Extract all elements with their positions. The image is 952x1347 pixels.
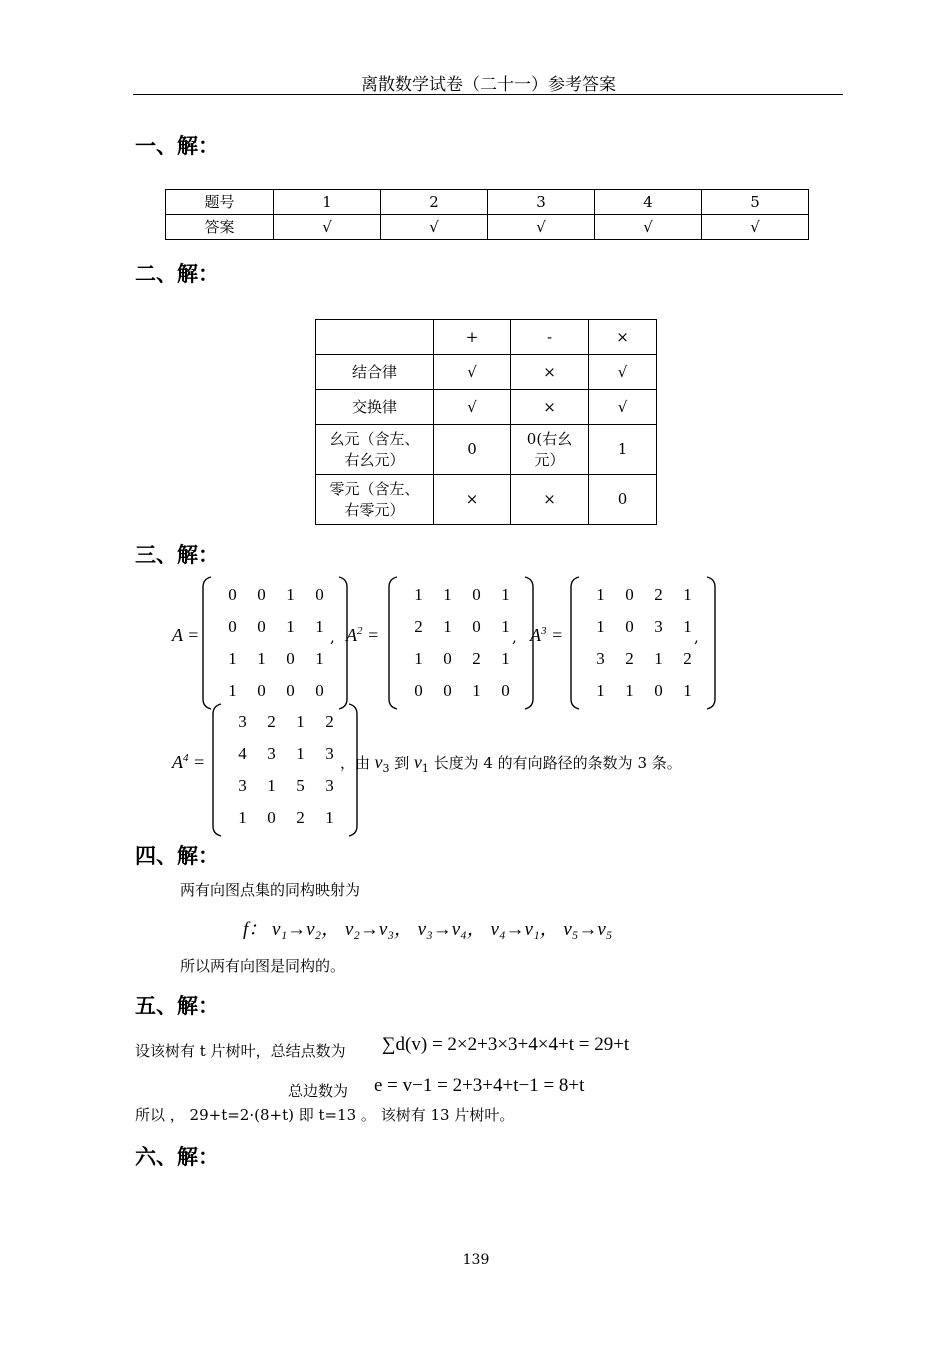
matrix-entry: 2 bbox=[654, 585, 663, 604]
matrix-entry: 3 bbox=[238, 776, 247, 795]
matrix-entry: 0 bbox=[286, 681, 295, 700]
table2-cell: × bbox=[511, 355, 589, 390]
matrix-entry: 1 bbox=[414, 585, 423, 604]
table2-corner bbox=[316, 320, 434, 355]
matrix-entry: 1 bbox=[286, 585, 295, 604]
matrix-entry: 3 bbox=[325, 744, 334, 763]
header-rule bbox=[133, 94, 843, 95]
matrix-entry: 0 bbox=[443, 681, 452, 700]
comma: , bbox=[330, 628, 335, 646]
matrix-entry: 3 bbox=[325, 776, 334, 795]
section-4-conclusion: 所以两有向图是同构的。 bbox=[180, 957, 346, 975]
matrix-entry: 1 bbox=[286, 617, 295, 636]
matrix-entry: 1 bbox=[654, 649, 663, 668]
table2-col-times: × bbox=[589, 320, 657, 355]
matrix-entry: 1 bbox=[315, 617, 324, 636]
table1-number-1: 1 bbox=[274, 190, 381, 215]
matrix-entry: 1 bbox=[296, 712, 305, 731]
left-paren bbox=[568, 575, 582, 711]
matrix-entry: 1 bbox=[501, 649, 510, 668]
matrix-entry: 0 bbox=[443, 649, 452, 668]
section-5-heading: 五、解： bbox=[135, 994, 219, 1018]
table1-number-3: 3 bbox=[488, 190, 595, 215]
matrix-entry: 0 bbox=[267, 808, 276, 827]
left-paren bbox=[200, 575, 214, 711]
table2-cell: 0(右幺元） bbox=[511, 425, 589, 475]
matrix-entry: 2 bbox=[625, 649, 634, 668]
table2-cell: 0 bbox=[434, 425, 511, 475]
table2-row-label: 幺元（含左、右幺元） bbox=[316, 425, 434, 475]
matrix-entries bbox=[218, 579, 334, 707]
matrix-entry: 3 bbox=[654, 617, 663, 636]
table2-cell: × bbox=[511, 390, 589, 425]
table2-cell: √ bbox=[589, 355, 657, 390]
matrix-entry: 0 bbox=[472, 585, 481, 604]
matrix-entry: 1 bbox=[238, 808, 247, 827]
table2-cell: × bbox=[434, 475, 511, 525]
matrix-entry: 3 bbox=[596, 649, 605, 668]
table1-answer-5: √ bbox=[702, 215, 809, 240]
table2-cell: √ bbox=[589, 390, 657, 425]
table1-answer-1: √ bbox=[274, 215, 381, 240]
matrix-entries bbox=[228, 706, 344, 834]
section-4-intro: 两有向图点集的同构映射为 bbox=[180, 881, 361, 899]
matrix-entry: 0 bbox=[654, 681, 663, 700]
page-number: 139 bbox=[462, 1252, 490, 1268]
matrix-entry: 1 bbox=[501, 617, 510, 636]
table1-number-5: 5 bbox=[702, 190, 809, 215]
matrix-entry: 1 bbox=[414, 649, 423, 668]
matrix-entry: 1 bbox=[683, 617, 692, 636]
matrix-entry: 1 bbox=[228, 681, 237, 700]
matrix-entry: 1 bbox=[443, 585, 452, 604]
right-paren bbox=[704, 575, 718, 711]
matrix-entry: 1 bbox=[683, 681, 692, 700]
matrix-entry: 0 bbox=[472, 617, 481, 636]
table2-row-label: 结合律 bbox=[316, 355, 434, 390]
matrix-a-label: A = bbox=[172, 625, 200, 645]
matrix-entry: 0 bbox=[286, 649, 295, 668]
degree-sum-formula: ∑d(v) = 2×2+3×3+4×4+t = 29+t bbox=[382, 1034, 630, 1055]
table2-cell: √ bbox=[434, 355, 511, 390]
matrix-a4-label: $A^4$ = bbox=[172, 752, 206, 772]
answer-table bbox=[165, 189, 809, 240]
matrix-entry: 2 bbox=[267, 712, 276, 731]
table1-answer-4: √ bbox=[595, 215, 702, 240]
isomorphism-mapping: f： v₁→v₂， v₂→v₃， v₃→v₄， v₄→v₁， v₅→v₅ bbox=[243, 919, 613, 940]
table1-number-4: 4 bbox=[595, 190, 702, 215]
section-4-heading: 四、解： bbox=[135, 844, 219, 868]
matrix-entry: 1 bbox=[325, 808, 334, 827]
matrix-entry: 0 bbox=[315, 681, 324, 700]
matrix-entry: 0 bbox=[257, 681, 266, 700]
table1-header-answer: 答案 bbox=[166, 215, 274, 240]
matrix-entry: 0 bbox=[501, 681, 510, 700]
matrix-entry: 3 bbox=[267, 744, 276, 763]
table2-cell: × bbox=[511, 475, 589, 525]
matrix-entry: 1 bbox=[267, 776, 276, 795]
matrix-entry: 1 bbox=[596, 585, 605, 604]
comma: , bbox=[512, 628, 517, 646]
matrix-entry: 2 bbox=[414, 617, 423, 636]
matrix-entries bbox=[404, 579, 520, 707]
matrix-entry: 1 bbox=[596, 617, 605, 636]
matrix-entry: 1 bbox=[501, 585, 510, 604]
matrix-entry: 2 bbox=[683, 649, 692, 668]
table1-number-2: 2 bbox=[381, 190, 488, 215]
matrix-entry: 1 bbox=[443, 617, 452, 636]
page-header: 离散数学试卷（二十一）参考答案 bbox=[361, 75, 616, 95]
section-5-conclusion: 所以 ， 29+t=2·(8+t) 即 t=13 。 该树有 13 片树叶。 bbox=[135, 1106, 515, 1124]
section-2-heading: 二、解： bbox=[135, 262, 219, 286]
matrix-entry: 1 bbox=[228, 649, 237, 668]
section-1-heading: 一、解： bbox=[135, 134, 219, 158]
matrix-entry: 4 bbox=[238, 744, 247, 763]
matrix-entry: 0 bbox=[257, 585, 266, 604]
section-3-heading: 三、解： bbox=[135, 543, 219, 567]
matrix-entry: 2 bbox=[472, 649, 481, 668]
operation-table bbox=[315, 319, 657, 525]
matrix-a3 bbox=[568, 579, 722, 707]
table2-row-label: 交换律 bbox=[316, 390, 434, 425]
matrix-entries bbox=[586, 579, 702, 707]
edge-count-formula: e = v−1 = 2+3+4+t−1 = 8+t bbox=[374, 1075, 585, 1096]
table2-cell: 0 bbox=[589, 475, 657, 525]
matrix-entry: 2 bbox=[296, 808, 305, 827]
section-6-heading: 六、解： bbox=[135, 1145, 219, 1169]
section-3-conclusion: ，由 $v_3$ 到 $v_1$ 长度为 4 的有向路径的条数为 3 条。 bbox=[340, 752, 682, 775]
table2-col-plus: + bbox=[434, 320, 511, 355]
matrix-entry: 3 bbox=[238, 712, 247, 731]
matrix-entry: 1 bbox=[296, 744, 305, 763]
matrix-a2-label: $A^2$ = bbox=[346, 625, 380, 645]
matrix-entry: 0 bbox=[625, 585, 634, 604]
table2-cell: 1 bbox=[589, 425, 657, 475]
matrix-entry: 1 bbox=[625, 681, 634, 700]
table1-answer-2: √ bbox=[381, 215, 488, 240]
table2-col-minus: - bbox=[511, 320, 589, 355]
matrix-entry: 0 bbox=[257, 617, 266, 636]
section-5-line1-text: 设该树有 t 片树叶，总结点数为 bbox=[135, 1042, 346, 1060]
matrix-entry: 5 bbox=[296, 776, 305, 795]
matrix-a2 bbox=[386, 579, 540, 707]
table1-header-number: 题号 bbox=[166, 190, 274, 215]
table1-answer-3: √ bbox=[488, 215, 595, 240]
left-paren bbox=[386, 575, 400, 711]
matrix-entry: 1 bbox=[683, 585, 692, 604]
matrix-a3-label: $A^3$ = bbox=[530, 625, 564, 645]
matrix-entry: 0 bbox=[228, 617, 237, 636]
matrix-entry: 0 bbox=[315, 585, 324, 604]
table2-cell: √ bbox=[434, 390, 511, 425]
matrix-entry: 0 bbox=[625, 617, 634, 636]
matrix-entry: 1 bbox=[472, 681, 481, 700]
matrix-entry: 0 bbox=[414, 681, 423, 700]
matrix-entry: 1 bbox=[257, 649, 266, 668]
section-5-line2-text: 总边数为 bbox=[288, 1082, 349, 1100]
matrix-entry: 1 bbox=[596, 681, 605, 700]
table2-row-label: 零元（含左、右零元） bbox=[316, 475, 434, 525]
left-paren bbox=[210, 702, 224, 838]
matrix-entry: 1 bbox=[315, 649, 324, 668]
matrix-entry: 0 bbox=[228, 585, 237, 604]
comma: , bbox=[694, 628, 699, 646]
matrix-entry: 2 bbox=[325, 712, 334, 731]
